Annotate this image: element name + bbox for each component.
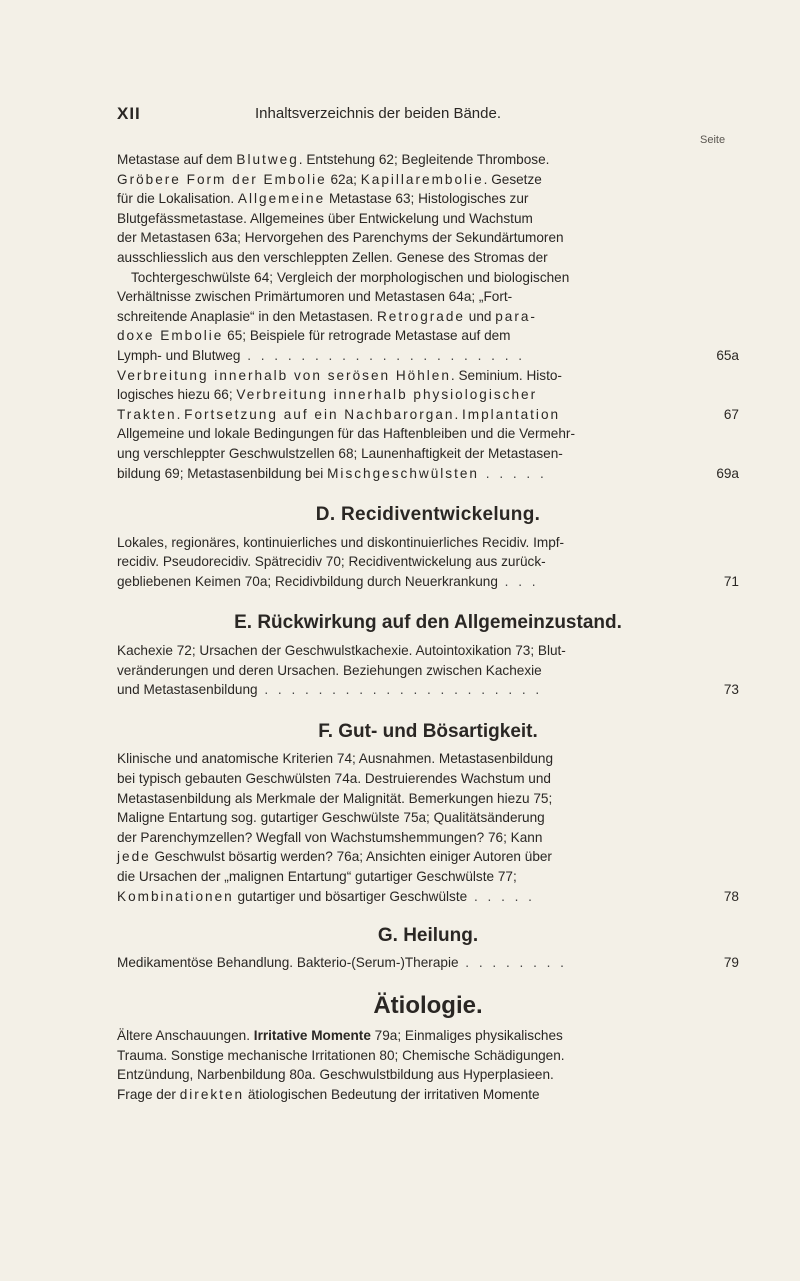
page-number: 65a: [716, 347, 739, 363]
page-number: 79: [723, 954, 739, 970]
toc-entry: Ältere Anschauungen. Irritative Momente 79a; Einmaliges physikalisches Trauma. Sonstige mechanische Irritationen 80; Chemische Schädigungen. Entzündung, Narbenbildung 80a. Geschwulstbildung aus Hyperplasieen. Frage der direkten ätiologischen Bedeutung der irritativen Momente: [117, 1027, 565, 1102]
page-number: 69a: [716, 465, 739, 481]
table-of-contents: [117, 150, 739, 1104]
toc-entry: Allgemeine und lokale Bedingungen für das Haftenbleiben und die Vermehr- ung verschleppter Geschwulstzellen 68; Launenhaftigkeit der Metastasen- bildung 69; Metastasenbildung bei Mischgeschwülsten . . . . . 69a: [117, 424, 739, 483]
page-folio: XII: [117, 104, 141, 123]
toc-entry: Lokales, regionäres, kontinuierliches und diskontinuierliches Recidiv. Impf- recidiv. Pseudorecidiv. Spätrecidiv 70; Recidiventwickelung aus zurück- gebliebenen Keimen 70a; Recidivbildung durch Neuerkrankung . . . 71: [117, 533, 739, 592]
running-title: Inhaltsverzeichnis der beiden Bände.: [255, 105, 501, 122]
section-heading-d: D. Recidiventwickelung.: [315, 504, 541, 526]
section-heading-g: G. Heilung.: [377, 925, 479, 947]
page-number: 73: [723, 682, 739, 698]
toc-entry: Kachexie 72; Ursachen der Geschwulstkachexie. Autointoxikation 73; Blut- veränderungen und deren Ursachen. Beziehungen zwischen Kachexie und Metastasenbildung . . . . . . . . . . . . . . . . . . . . . 73: [117, 641, 739, 700]
toc-entry: Medikamentöse Behandlung. Bakterio-(Serum-)Therapie . . . . . . . . 79: [117, 953, 739, 973]
section-heading-f: F. Gut- und Bösartigkeit.: [318, 720, 538, 742]
page-number: 71: [723, 573, 739, 589]
toc-entry: Metastase auf dem Blutweg. Entstehung 62; Begleitende Thrombose. Gröbere Form der Embolie 62a; Kapillarembolie. Gesetze für die Lokalisation. Allgemeine Metastase 63; Histologisches zur Blutgefässmetastase. Allgemeines über Entwickelung und Wachstum der Metastasen 63a; Hervorgehen des Parenchyms der Sekundärtumoren ausschliesslich aus den verschleppten Zellen. Genese des Stromas der Tochtergeschwülste 64; Vergleich der morphologischen und biologischen Verhältnisse zwischen Primärtumoren und Metastasen 64a; „Fort- schreitende Anaplasie“ in den Metastasen. Retrograde und para- doxe Embolie 65; Beispiele für retrograde Metastase auf dem Lymph- und Blutweg . . . . . . . . . . . . . . . . . . . . . 65a: [117, 150, 739, 366]
section-heading-aetiologie: Ätiologie.: [373, 992, 483, 1020]
page-number: 67: [723, 406, 739, 422]
seite-label: Seite: [700, 134, 726, 146]
toc-entry: Klinische und anatomische Kriterien 74; Ausnahmen. Metastasenbildung bei typisch gebauten Geschwülsten 74a. Destruierendes Wachstum und Metastasenbildung als Merkmale der Malignität. Bemerkungen hiezu 75; Maligne Entartung sog. gutartiger Geschwülste 75a; Qualitätsänderung der Parenchymzellen? Wegfall von Wachstumshemmungen? 76; Kann jede Geschwulst bösartig werden? 76a; Ansichten einiger Autoren über die Ursachen der „malignen Entartung“ gutartiger Geschwülste 77; Kombinationen gutartiger und bösartiger Geschwülste . . . . . 78: [117, 749, 739, 906]
toc-entry: Verbreitung innerhalb von serösen Höhlen. Seminium. Histo- logisches hiezu 66; Verbreitung innerhalb physiologischer Trakten. Fortsetzung auf ein Nachbarorgan. Implantation 67: [117, 366, 739, 425]
section-heading-e: E. Rückwirkung auf den Allgemeinzustand.: [234, 612, 622, 634]
page-number: 78: [723, 888, 739, 904]
